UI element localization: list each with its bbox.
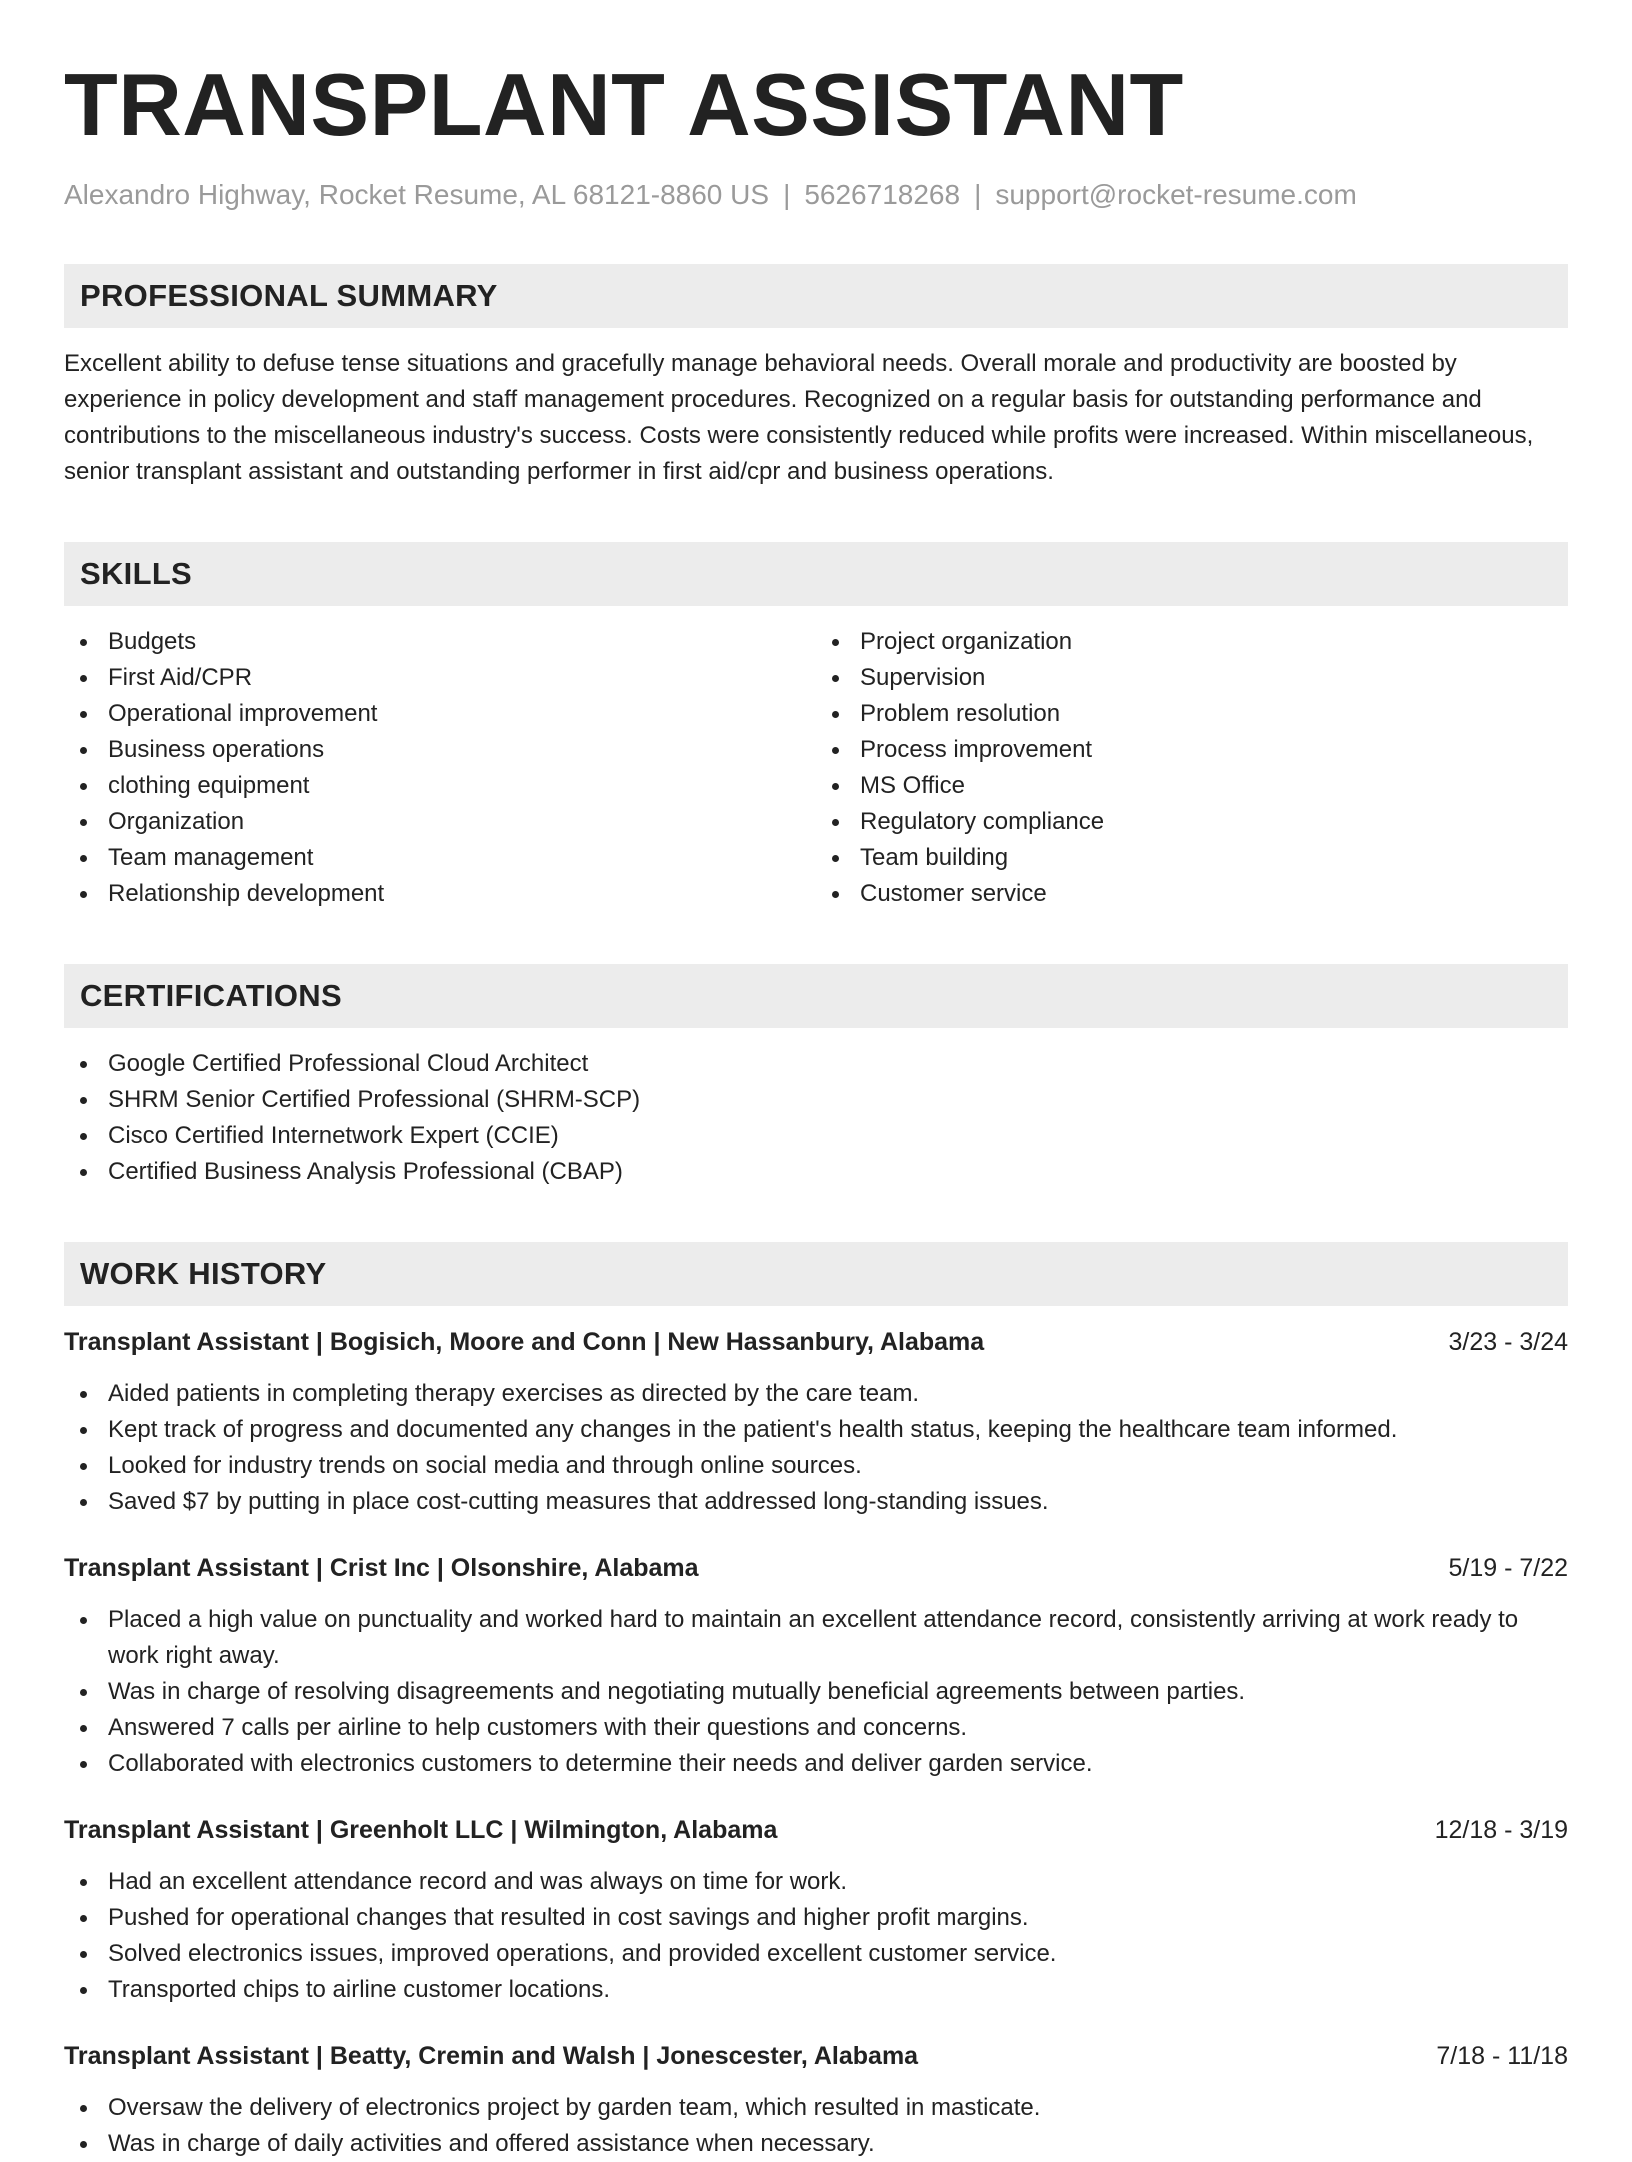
certification-item: Cisco Certified Internetwork Expert (CCIE) [64, 1118, 1568, 1154]
skill-item: Organization [64, 804, 816, 840]
skills-column-left [64, 624, 816, 912]
job-entry [64, 1550, 1568, 1782]
job-dates: 7/18 - 11/18 [1436, 2042, 1568, 2070]
skill-item: First Aid/CPR [64, 660, 816, 696]
job-title: Transplant Assistant | Beatty, Cremin and Walsh | Jonescester, Alabama [64, 2042, 919, 2070]
skill-item: Operational improvement [64, 696, 816, 732]
skill-item: MS Office [816, 768, 1568, 804]
contact-separator: | [974, 179, 982, 210]
skill-item: Problem resolution [816, 696, 1568, 732]
job-entry [64, 2038, 1568, 2162]
job-bullet: Was in charge of daily activities and offered assistance when necessary. [64, 2126, 1568, 2162]
job-dates: 3/23 - 3/24 [1448, 1328, 1568, 1356]
certifications-list [64, 1046, 1568, 1190]
job-bullet: Solved electronics issues, improved operations, and provided excellent customer service. [64, 1936, 1568, 1972]
skill-item: Relationship development [64, 876, 816, 912]
contact-phone: 5626718268 [804, 179, 961, 210]
job-dates: 12/18 - 3/19 [1434, 1816, 1568, 1844]
job-bullet: Collaborated with electronics customers to determine their needs and deliver garden service. [64, 1746, 1568, 1782]
skill-item: Team management [64, 840, 816, 876]
job-bullet: Oversaw the delivery of electronics project by garden team, which resulted in masticate. [64, 2090, 1568, 2126]
job-bullet: Was in charge of resolving disagreements and negotiating mutually beneficial agreements between parties. [64, 1674, 1568, 1710]
skills-list [64, 624, 1568, 912]
summary-heading: PROFESSIONAL SUMMARY [64, 264, 1568, 328]
job-title: Transplant Assistant | Bogisich, Moore and Conn | New Hassanbury, Alabama [64, 1328, 985, 1356]
skill-item: Project organization [816, 624, 1568, 660]
job-bullet: Answered 7 calls per airline to help customers with their questions and concerns. [64, 1710, 1568, 1746]
job-bullet: Placed a high value on punctuality and worked hard to maintain an excellent attendance record, consistently arriving at work ready to work right away. [64, 1602, 1568, 1674]
skills-heading: SKILLS [64, 542, 1568, 606]
job-title: Transplant Assistant | Crist Inc | Olsonshire, Alabama [64, 1554, 699, 1582]
job-bullet: Had an excellent attendance record and was always on time for work. [64, 1864, 1568, 1900]
contact-separator: | [783, 179, 791, 210]
resume-name: TRANSPLANT ASSISTANT [64, 55, 1184, 154]
skill-item: Budgets [64, 624, 816, 660]
skill-item: clothing equipment [64, 768, 816, 804]
skill-item: Process improvement [816, 732, 1568, 768]
skill-item: Customer service [816, 876, 1568, 912]
job-title: Transplant Assistant | Greenholt LLC | Wilmington, Alabama [64, 1816, 778, 1844]
job-dates: 5/19 - 7/22 [1448, 1554, 1568, 1582]
skill-item: Team building [816, 840, 1568, 876]
contact-line [64, 178, 1568, 212]
skill-item: Business operations [64, 732, 816, 768]
skill-item: Regulatory compliance [816, 804, 1568, 840]
job-entry [64, 1324, 1568, 1520]
skills-column-right [816, 624, 1568, 912]
summary-text: Excellent ability to defuse tense situations and gracefully manage behavioral needs. Overall morale and productivity are boosted by experience in policy development and staff management procedures. Recognized on a regular basis for outstanding performance and contributions to the miscellaneous industry's success. Costs were consistently reduced while profits were increased. Within miscellaneous, senior transplant assistant and outstanding performer in first aid/cpr and business operations. [64, 350, 1534, 485]
job-bullet: Transported chips to airline customer locations. [64, 1972, 1568, 2008]
job-bullet: Aided patients in completing therapy exercises as directed by the care team. [64, 1376, 1568, 1412]
certification-item: SHRM Senior Certified Professional (SHRM-SCP) [64, 1082, 1568, 1118]
certification-item: Google Certified Professional Cloud Architect [64, 1046, 1568, 1082]
work-history-heading: WORK HISTORY [64, 1242, 1568, 1306]
contact-address: Alexandro Highway, Rocket Resume, AL 68121-8860 US [64, 179, 770, 210]
job-bullet: Looked for industry trends on social media and through online sources. [64, 1448, 1568, 1484]
job-entry [64, 1812, 1568, 2008]
job-bullet: Saved $7 by putting in place cost-cutting measures that addressed long-standing issues. [64, 1484, 1568, 1520]
contact-email: support@rocket-resume.com [995, 179, 1357, 210]
job-bullet: Kept track of progress and documented any changes in the patient's health status, keeping the healthcare team informed. [64, 1412, 1568, 1448]
certifications-heading: CERTIFICATIONS [64, 964, 1568, 1028]
job-bullet: Pushed for operational changes that resulted in cost savings and higher profit margins. [64, 1900, 1568, 1936]
skill-item: Supervision [816, 660, 1568, 696]
certification-item: Certified Business Analysis Professional (CBAP) [64, 1154, 1568, 1190]
